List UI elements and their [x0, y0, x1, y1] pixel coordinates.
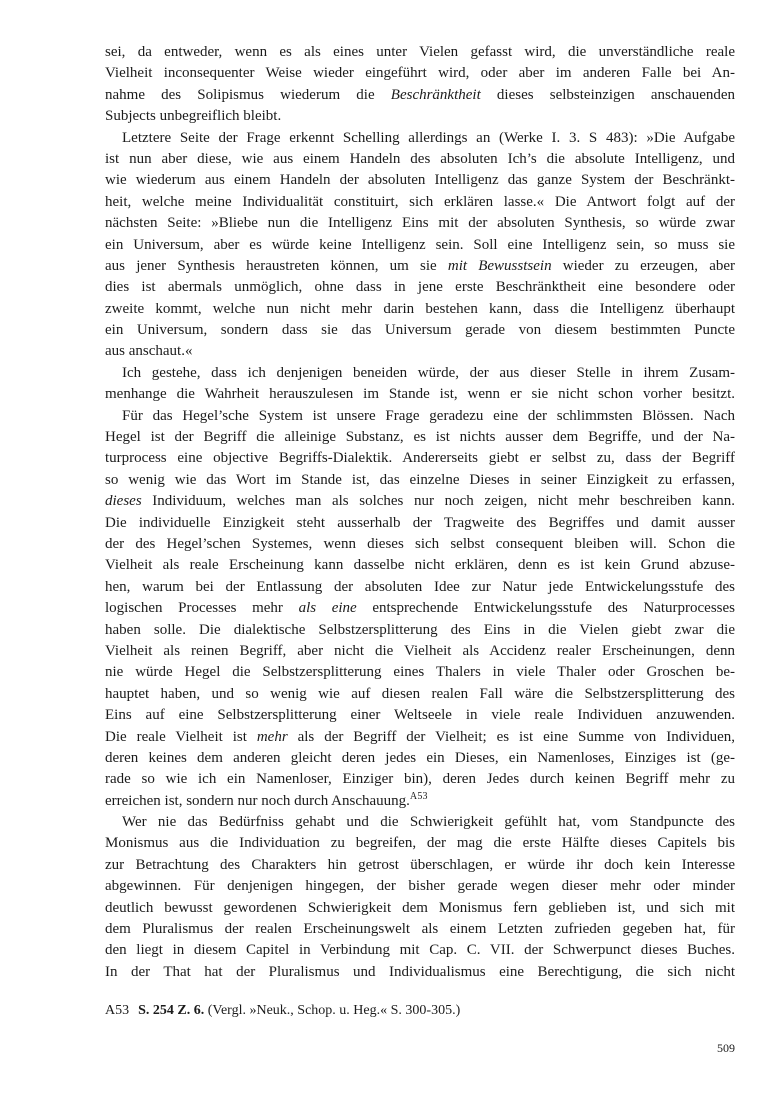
text-line	[105, 705, 735, 726]
text-line	[105, 63, 735, 84]
text-line	[105, 748, 735, 769]
text-run: hen, warum bei der Entlassung der absoluten Idee zur Natur jede Entwickelungsstufe des	[105, 578, 735, 595]
text-run: Vielheit als reinen Begriff, aber nicht die Vielheit als Accidenz realer Erscheinungen, denn	[105, 642, 735, 659]
footnote-reference-bold: S. 254 Z. 6.	[138, 1003, 205, 1018]
text-run: aus jener Synthesis heraustreten können, um sie	[105, 257, 448, 274]
text-line	[105, 448, 735, 469]
text-run: zur Betrachtung des Charakters hin getrost überschlagen, er würde ihr doch kein Interesse	[105, 856, 735, 873]
text-run: wie wiederum aus einem Handeln der absoluten Intelligenz das ganze System der Beschränkt-	[105, 172, 735, 189]
text-line	[105, 363, 735, 384]
text-run: ein Universum, aber es würde keine Intelligenz sein. Soll eine Intelligenz sein, so muss sie	[105, 236, 735, 253]
text-line	[105, 106, 735, 127]
text-run: logischen Processes mehr	[105, 600, 299, 617]
text-line	[105, 833, 735, 854]
text-run: haben solle. Die dialektische Selbstzersplitterung des Eins in die Vielen giebt zwar die	[105, 621, 735, 638]
text-line	[105, 170, 735, 191]
text-run: dem Pluralismus der realen Erscheinungswelt als einem Letzten zufrieden gegeben hat, für	[105, 921, 735, 938]
text-run: dies ist abermals unmöglich, ohne dass in jene erste Beschränktheit eine besondere oder	[105, 279, 735, 296]
text-run: abgewinnen. Für denjenigen hingegen, der bisher gerade wegen dieser mehr oder minder	[105, 878, 735, 895]
text-line	[105, 491, 735, 512]
page-number: 509	[717, 1041, 735, 1055]
text-run: Letztere Seite der Frage erkennt Schelling allerdings an (Werke I. 3. S 483): »Die Aufgabe	[122, 129, 735, 146]
text-run: Wer nie das Bedürfniss gehabt und die Schwierigkeit gefühlt hat, vom Standpuncte des	[122, 814, 735, 831]
text-line	[105, 962, 735, 983]
text-run: Monismus aus die Individuation zu begreifen, der mag die erste Hälfte dieses Capitels bis	[105, 835, 735, 852]
text-run: hauptet haben, und so wenig wie auf diesen realen Fall wäre die Selbstzersplitterung des	[105, 685, 735, 702]
text-run: den liegt in diesem Capitel in Verbindung mit Cap. C. VII. der Schwerpunct dieses Buches.	[105, 942, 735, 959]
text-line	[105, 555, 735, 576]
body-text	[105, 42, 735, 983]
text-line	[105, 192, 735, 213]
text-line	[105, 919, 735, 940]
italic-text-run: mehr	[256, 728, 288, 745]
italic-text-run: Beschränktheit	[390, 86, 481, 103]
text-run: Subjects unbegreiflich bleibt.	[105, 108, 282, 125]
text-line	[105, 85, 735, 106]
text-line	[105, 256, 735, 277]
text-run: sei, da entweder, wenn es als eines unter Vielen gefasst wird, die unverständliche reale	[105, 44, 735, 60]
text-run: wieder zu erzeugen, aber	[551, 257, 736, 274]
text-line	[105, 534, 735, 555]
text-line	[105, 320, 735, 341]
text-run: deren keines dem anderen gleicht deren jedes ein Dieses, ein Namenloses, Einziges ist (ge-	[105, 749, 735, 766]
text-run: rade so wie ich ein Namenloser, Einziger bin), deren Jedes durch keinen Begriff mehr zu	[105, 771, 735, 788]
text-line	[105, 513, 735, 534]
text-line	[105, 684, 735, 705]
text-run: so wenig wie das Wort im Stande ist, das einzelne Dieses in seiner Einzigkeit zu erfassen,	[105, 471, 735, 488]
text-run: der des Hegel’schen Systemes, wenn dieses sich selbst consequent bleiben will. Schon die	[105, 535, 735, 552]
text-run: Die individuelle Einzigkeit steht ausserhalb der Tragweite des Begriffes und damit ausser	[105, 514, 735, 531]
text-line	[105, 940, 735, 961]
text-run: erreichen ist, sondern nur noch durch Anschauung.	[105, 792, 410, 809]
text-line	[105, 427, 735, 448]
text-run: menhange die Wahrheit herauszulesen im Stande ist, wenn er sie nicht schon vorher besitzt.	[105, 386, 735, 403]
text-line	[105, 470, 735, 491]
text-line	[105, 876, 735, 897]
text-run: turprocess eine objective Begriffs-Dialektik. Andererseits giebt er selbst zu, dass der Begriff	[105, 450, 735, 467]
text-line	[105, 598, 735, 619]
text-run: nahme des Solipismus wiederum die	[105, 86, 391, 103]
text-line	[105, 812, 735, 833]
footnote	[105, 1000, 735, 1021]
text-line	[105, 384, 735, 405]
text-run: Ich gestehe, dass ich denjenigen beneiden würde, der aus dieser Stelle in ihrem Zusam-	[122, 364, 735, 381]
text-run: Vielheit als reale Erscheinung kann dasselbe nicht erklären, denn es ist kein Grund abzuse-	[105, 557, 735, 574]
footnote-reference: A53	[409, 791, 428, 803]
text-line	[105, 727, 735, 748]
text-run: deutlich bewusst gewordenen Schwierigkeit dem Monismus fern geblieben ist, und sich mit	[105, 899, 735, 916]
footnote-marker: A53	[105, 1003, 130, 1018]
text-line	[105, 577, 735, 598]
text-line	[105, 662, 735, 683]
text-line	[105, 855, 735, 876]
text-run: Eins auf eine Selbstzersplitterung einer Weltseele in viele reale Individuen anzuwenden.	[105, 707, 735, 724]
text-line	[105, 213, 735, 234]
text-run: nie würde Hegel die Selbstzersplitterung eines Thalers in viele Thaler oder Groschen be-	[105, 664, 735, 681]
text-line	[105, 341, 735, 362]
text-line	[105, 641, 735, 662]
text-run: Hegel ist der Begriff die alleinige Substanz, es ist nichts ausser dem Begriffe, und der Na-	[105, 429, 735, 446]
text-run: Individuum, welches man als solches nur noch zeigen, nicht mehr beschreiben kann.	[141, 493, 735, 510]
text-run: Für das Hegel’sche System ist unsere Frage geradezu eine der schlimmsten Blössen. Nach	[122, 407, 735, 424]
text-line	[105, 149, 735, 170]
text-run: dieses selbsteinzigen anschauenden	[480, 86, 736, 103]
text-line	[105, 42, 735, 63]
italic-text-run: mit Bewusstsein	[447, 257, 552, 274]
text-line	[105, 620, 735, 641]
text-line	[105, 277, 735, 298]
text-line	[105, 235, 735, 256]
text-run: nächsten Seite: »Bliebe nun die Intelligenz Eins mit der absoluten Synthesis, so würde zwar	[105, 215, 735, 232]
text-run: Vielheit inconsequenter Weise wieder eingeführt wird, oder aber im anderen Falle bei An-	[105, 65, 735, 82]
text-run: In der That hat der Pluralismus und Individualismus eine Berechtigung, die sich nicht	[105, 963, 735, 980]
text-run: ist nun aber diese, wie aus einem Handeln des absoluten Ich’s die absolute Intelligenz, und	[105, 150, 735, 167]
footnote-text: (Vergl. »Neuk., Schop. u. Heg.« S. 300-305.)	[204, 1003, 461, 1018]
text-line	[105, 299, 735, 320]
text-line	[105, 406, 735, 427]
text-run: entsprechende Entwickelungsstufe des Naturprocesses	[356, 600, 735, 617]
text-run: aus anschaut.«	[105, 343, 193, 360]
text-run: Die reale Vielheit ist	[105, 728, 257, 745]
text-run: als der Begriff der Vielheit; es ist eine Summe von Individuen,	[287, 728, 735, 745]
italic-text-run: dieses	[105, 493, 142, 510]
text-line	[105, 769, 735, 790]
text-line	[105, 898, 735, 919]
text-line	[105, 791, 735, 812]
text-run: heit, welche meine Individualität constituirt, sich erklären lasse.« Die Antwort folgt auf der	[105, 193, 735, 210]
text-line	[105, 128, 735, 149]
text-run: zweite kommt, welche nun nicht mehr darin bestehen kann, dass die Intelligenz überhaupt	[105, 300, 735, 317]
text-run: ein Universum, sondern dass sie das Universum gerade von diesem bestimmten Puncte	[105, 322, 735, 339]
italic-text-run: als eine	[298, 600, 357, 617]
